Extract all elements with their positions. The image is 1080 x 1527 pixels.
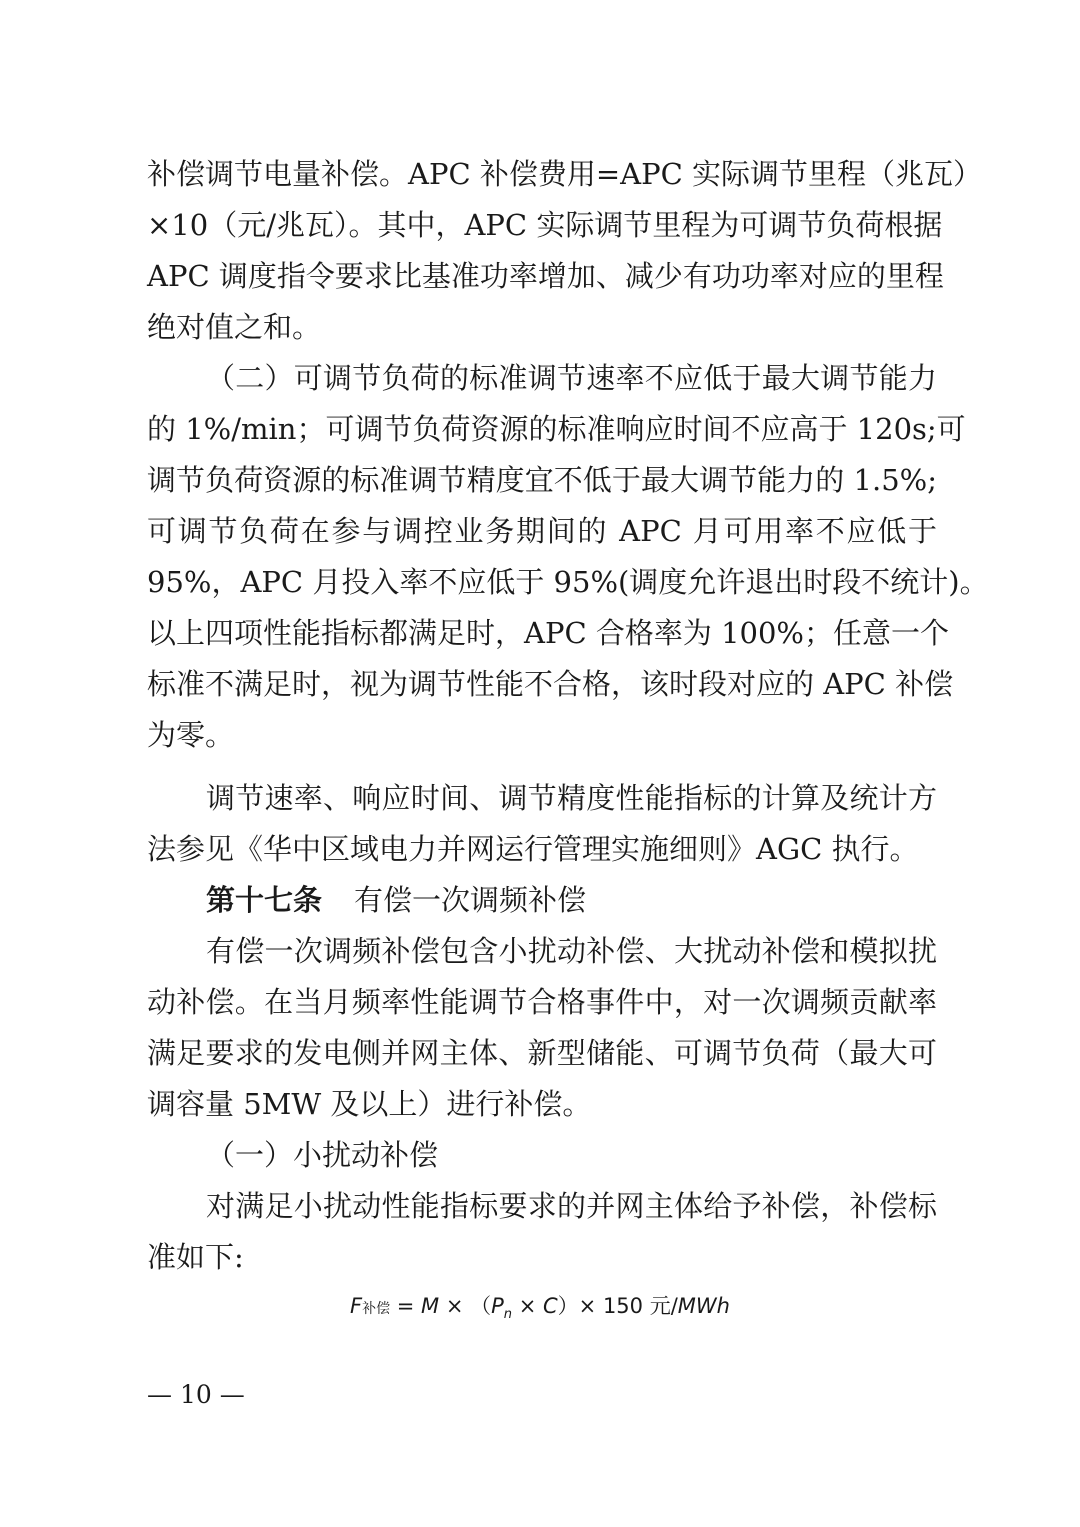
formula-f-subscript: 补偿 (362, 1301, 391, 1317)
formula-equals: = (390, 1294, 422, 1318)
text-line: 补偿调节电量补偿。APC 补偿费用=APC 实际调节里程（兆瓦） (147, 157, 983, 191)
article-heading (206, 884, 937, 916)
text-line: 以上四项性能指标都满足时，APC 合格率为 100%；任意一个 (147, 616, 949, 650)
page-number: — 10 — (147, 1380, 245, 1409)
formula-close: ）× 150 元/ (557, 1294, 678, 1318)
text-line: ×10（元/兆瓦）。其中，APC 实际调节里程为可调节负荷根据 (147, 208, 943, 242)
text-line: 为零。 (147, 718, 235, 752)
article-title: 有偿一次调频补偿 (354, 883, 587, 917)
text-line: 调节速率、响应时间、调节精度性能指标的计算及统计方 (206, 781, 937, 815)
formula-f: F (350, 1294, 363, 1318)
formula-c: C (543, 1294, 558, 1318)
text-line: （二）可调节负荷的标准调节速率不应低于最大调节能力 (206, 361, 937, 395)
text-line: 95%，APC 月投入率不应低于 95%(调度允许退出时段不统计)。 (147, 565, 989, 599)
compensation-formula (0, 1292, 1080, 1329)
formula-p: P (491, 1294, 504, 1318)
text-line: 可调节负荷在参与调控业务期间的 APC 月可用率不应低于 (147, 514, 937, 548)
text-line: 有偿一次调频补偿包含小扰动补偿、大扰动补偿和模拟扰 (206, 934, 937, 968)
text-line: 准如下: (147, 1240, 244, 1274)
text-line: 满足要求的发电侧并网主体、新型储能、可调节负荷（最大可 (147, 1036, 937, 1070)
formula-m: M (421, 1294, 440, 1318)
formula-times-open: × （ (439, 1294, 492, 1318)
formula-times: × (512, 1294, 543, 1318)
text-line: 法参见《华中区域电力并网运行管理实施细则》AGC 执行。 (147, 832, 919, 866)
text-line: 标准不满足时，视为调节性能不合格，该时段对应的 APC 补偿 (147, 667, 954, 701)
text-line: 绝对值之和。 (147, 310, 322, 344)
article-number: 第十七条 (206, 883, 323, 917)
text-line: 的 1%/min；可调节负荷资源的标准响应时间不应高于 120s;可 (147, 412, 966, 446)
formula-unit: MWh (677, 1294, 730, 1318)
text-line: 对满足小扰动性能指标要求的并网主体给予补偿，补偿标 (206, 1189, 937, 1223)
formula-p-subscript: n (503, 1307, 513, 1323)
text-line: APC 调度指令要求比基准功率增加、减少有功功率对应的里程 (147, 259, 944, 293)
text-line: 调节负荷资源的标准调节精度宜不低于最大调节能力的 1.5%; (147, 463, 937, 497)
text-line: 调容量 5MW 及以上）进行补偿。 (147, 1087, 592, 1121)
text-line: 动补偿。在当月频率性能调节合格事件中，对一次调频贡献率 (147, 985, 937, 1019)
subsection-title: （一）小扰动补偿 (206, 1138, 439, 1172)
